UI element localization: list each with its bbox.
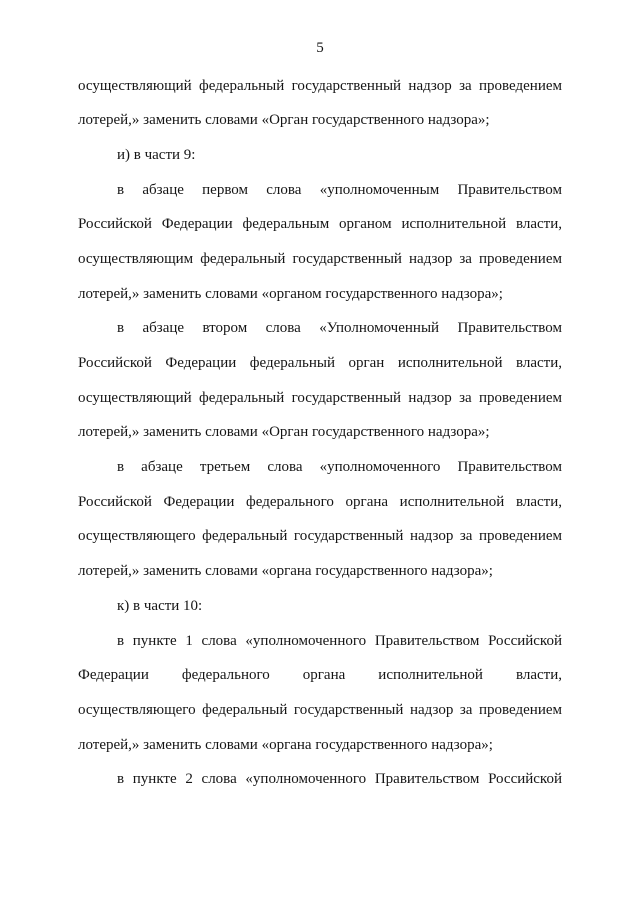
text-line: осуществляющего федеральный государственный надзор за проведением [78,701,562,718]
text-line: лотерей,» заменить словами «органа государственного надзора»; [78,563,493,580]
paragraph [78,589,562,624]
paragraph [78,450,562,589]
paragraph [78,762,562,797]
paragraph [78,311,562,450]
paragraph [78,138,562,173]
text-line: в пункте 2 слова «уполномоченного Правительством Российской [117,771,562,788]
text-line: в пункте 1 слова «уполномоченного Правительством Российской [117,632,562,649]
page-number: 5 [316,40,324,56]
text-line: к) в части 10: [117,597,203,614]
text-line: и) в части 9: [117,146,196,163]
text-line: в абзаце третьем слова «уполномоченного Правительством [117,459,562,476]
paragraph [78,173,562,312]
paragraph [78,624,562,763]
text-line: осуществляющего федеральный государственный надзор за проведением [78,528,562,545]
text-line: Российской Федерации федерального органа исполнительной власти, [78,493,562,510]
text-line: осуществляющий федеральный государственный надзор за проведением [78,389,562,406]
text-line: в абзаце втором слова «Уполномоченный Правительством [117,320,562,337]
text-line: лотерей,» заменить словами «органа государственного надзора»; [78,736,493,753]
paragraph [78,69,562,138]
document-body [78,69,562,797]
text-line: лотерей,» заменить словами «органом государственного надзора»; [78,285,503,302]
text-line: лотерей,» заменить словами «Орган государственного надзора»; [78,424,490,441]
text-line: в абзаце первом слова «уполномоченным Правительством [117,181,562,198]
text-line: Российской Федерации федеральный орган исполнительной власти, [78,355,562,371]
text-line: Российской Федерации федеральным органом исполнительной власти, [78,216,562,233]
text-line: Федерации федерального органа исполнительной власти, [78,667,562,684]
text-line: осуществляющим федеральный государственный надзор за проведением [78,250,562,267]
text-line: осуществляющий федеральный государственный надзор за проведением [78,77,562,94]
text-line: лотерей,» заменить словами «Орган государственного надзора»; [78,112,490,129]
